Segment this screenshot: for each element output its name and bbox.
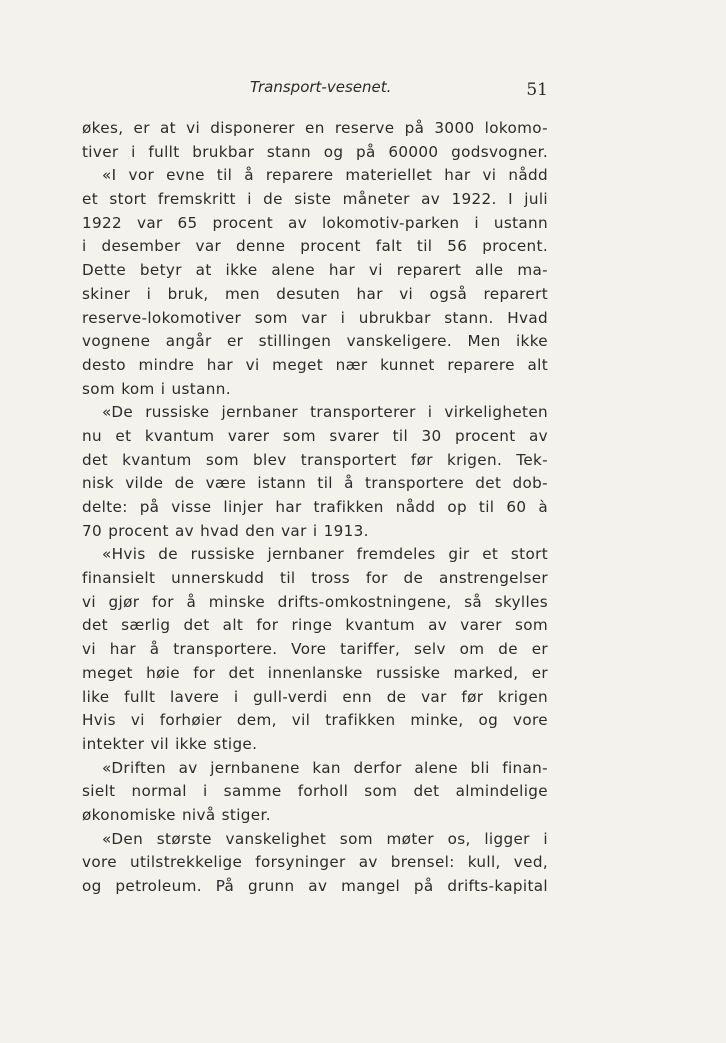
text-line: økes, er at vi disponerer en reserve på 3000 lokomo-: [82, 119, 548, 137]
text-line: vi har å transportere. Vore tariffer, selv om de er: [82, 640, 548, 659]
text-line: reserve-lokomotiver som var i ubrukbar stann. Hvad: [82, 308, 548, 327]
text-line: «De russiske jernbaner transporterer i virkeligheten: [102, 403, 548, 422]
text-line: tiver i fullt brukbar stann og på 60000 godsvogner.: [82, 142, 548, 161]
text-line: som kom i ustann.: [82, 379, 231, 398]
text-line: i desember var denne procent falt til 56 procent.: [82, 237, 548, 256]
running-head: [82, 76, 548, 100]
text-line: et stort fremskritt i de siste måneter av 1922. I juli: [82, 190, 548, 209]
text-line: Hvis vi forhøier dem, vil trafikken minke, og vore: [82, 711, 548, 730]
text-line: delte: på visse linjer har trafikken nådd op til 60 à: [82, 498, 548, 516]
text-line: «Den største vanskelighet som møter os, ligger i: [102, 829, 548, 848]
body-text: [82, 117, 548, 899]
text-line: skiner i bruk, men desuten har vi også reparert: [82, 284, 548, 303]
text-line: nu et kvantum varer som svarer til 30 procent av: [82, 426, 548, 445]
text-line: økonomiske nivå stiger.: [82, 805, 271, 824]
text-line: vognene angår er stillingen vanskeligere. Men ikke: [82, 332, 548, 351]
text-line: desto mindre har vi meget nær kunnet reparere alt: [82, 355, 548, 374]
text-line: 1922 var 65 procent av lokomotiv-parken i ustann: [82, 213, 548, 232]
text-line: nisk vilde de være istann til å transportere det dob-: [82, 474, 548, 493]
text-line: «Driften av jernbanene kan derfor alene bli finan-: [102, 758, 548, 777]
text-line: sielt normal i samme forholl som det almindelige: [82, 782, 548, 801]
text-line: og petroleum. På grunn av mangel på drifts-kapital: [82, 877, 548, 895]
text-line: meget høie for det innenlanske russiske marked, er: [82, 663, 548, 682]
text-line: intekter vil ikke stige.: [82, 734, 258, 753]
text-line: det kvantum som blev transportert før krigen. Tek-: [82, 450, 548, 469]
text-line: Dette betyr at ikke alene har vi reparert alle ma-: [82, 261, 548, 280]
page-number: 51: [526, 80, 548, 100]
text-line: vore utilstrekkelige forsyninger av brensel: kull, ved,: [82, 853, 548, 872]
text-line: 70 procent av hvad den var i 1913.: [82, 521, 369, 540]
running-title: Transport-vesenet.: [250, 78, 392, 96]
text-line: «Hvis de russiske jernbaner fremdeles gir et stort: [102, 545, 548, 564]
text-line: finansielt unnerskudd til tross for de anstrengelser: [82, 569, 548, 588]
text-line: like fullt lavere i gull-verdi enn de var før krigen: [82, 687, 548, 706]
text-line: det særlig det alt for ringe kvantum av varer som: [82, 616, 548, 635]
text-line: «I vor evne til å reparere materiellet har vi nådd: [102, 166, 548, 185]
text-line: vi gjør for å minske drifts-omkostningene, så skylles: [82, 592, 548, 611]
